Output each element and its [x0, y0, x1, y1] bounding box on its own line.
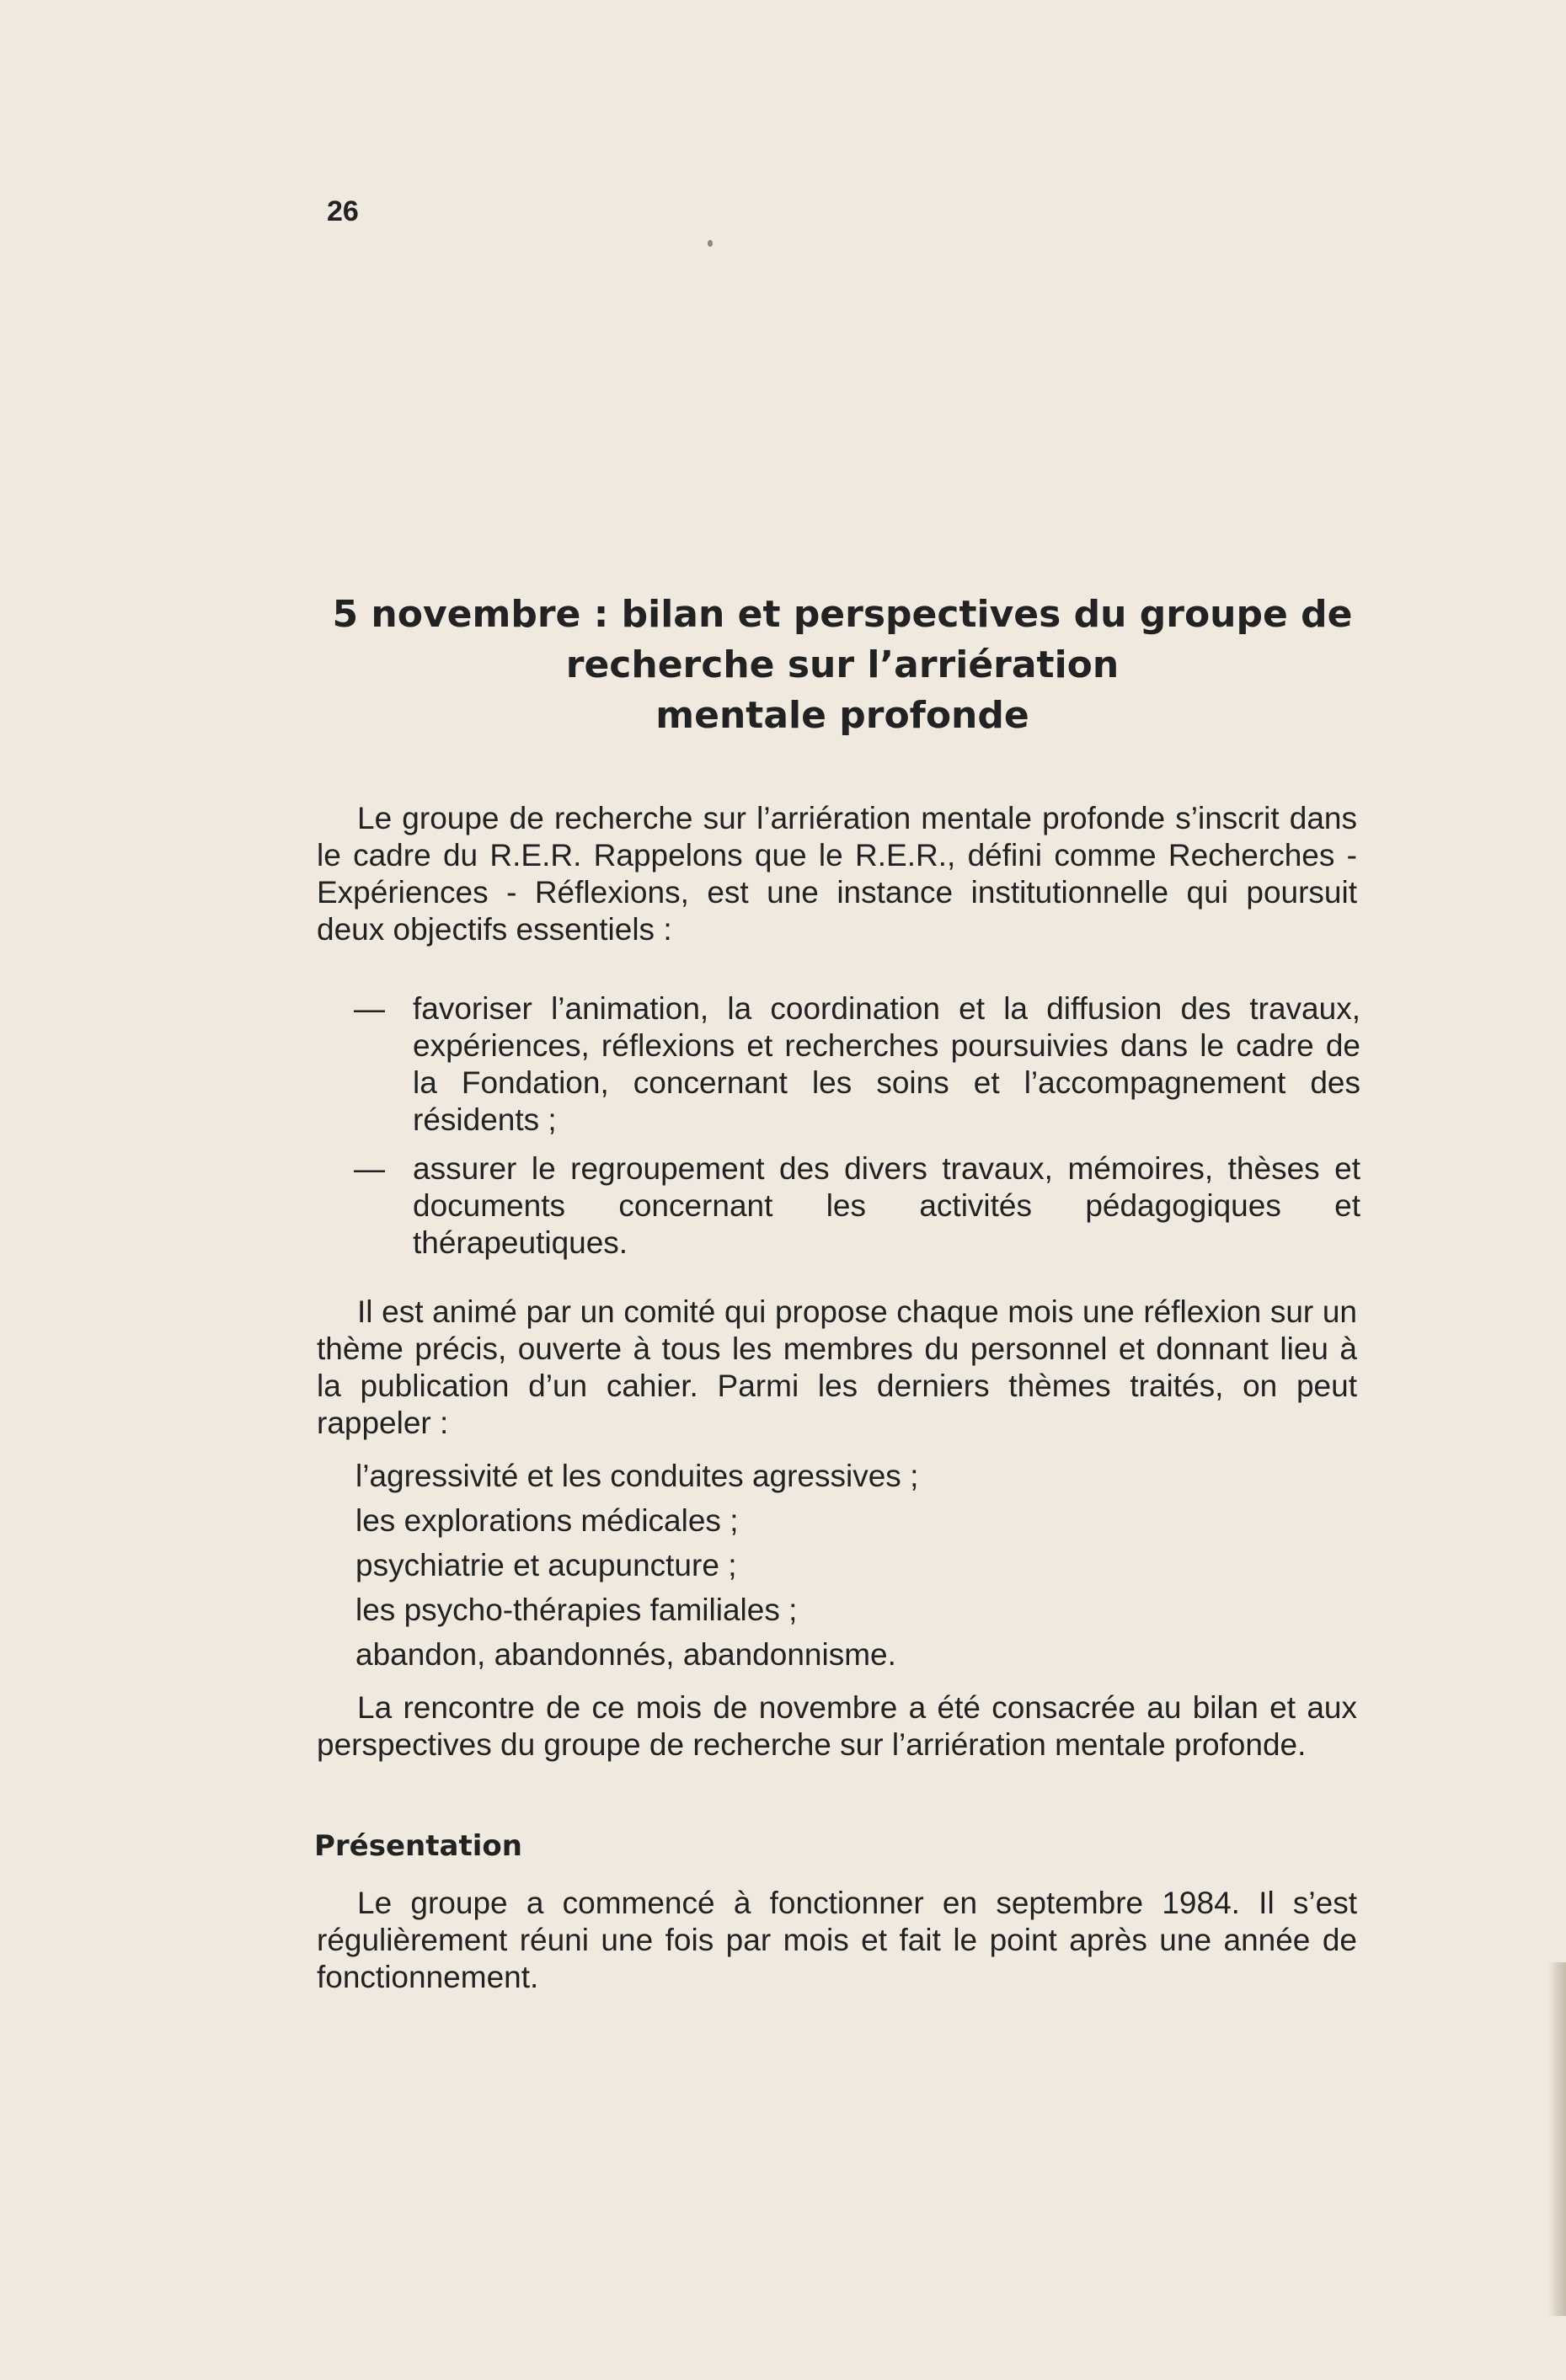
committee-paragraph-block	[317, 1294, 1357, 1442]
committee-paragraph: Il est animé par un comité qui propose chaque mois une réflexion sur un thème précis, ouverte à tous les membres du personnel et donnant lieu à la publication d’un cahier. Parmi les derniers thèmes traités, on peut rappeler :	[317, 1294, 1357, 1440]
meeting-paragraph: La rencontre de ce mois de novembre a été consacrée au bilan et aux perspectives du groupe de recherche sur l’arriération mentale profonde.	[317, 1690, 1357, 1762]
dash-marker: —	[354, 991, 385, 1026]
paper-speck	[708, 240, 713, 247]
dash-marker: —	[354, 1151, 385, 1186]
presentation-paragraph-block	[317, 1885, 1357, 1996]
objective-text: favoriser l’animation, la coordination et la diffusion des travaux, expériences, réflexions et recherches poursuivies dans le cadre de la Fondation, concernant les soins et l’accompagnement des résidents ;	[413, 991, 1360, 1137]
meeting-paragraph-block	[317, 1689, 1357, 1764]
presentation-paragraph: Le groupe a commencé à fonctionner en septembre 1984. Il s’est régulièrement réuni une fois par mois et fait le point après une année de fonctionnement.	[317, 1886, 1357, 1994]
theme-item: abandon, abandonnés, abandonnisme.	[355, 1637, 896, 1672]
section-title	[312, 590, 1373, 741]
page-edge-stain	[1547, 1962, 1566, 2316]
theme-item: l’agressivité et les conduites agressives ;	[355, 1459, 919, 1493]
objectives-list	[354, 990, 1360, 1273]
presentation-heading: Présentation	[314, 1829, 522, 1863]
page-number: 26	[327, 195, 359, 227]
section-title-line-3: mentale profonde	[655, 694, 1029, 737]
objective-text: assurer le regroupement des divers travaux, mémoires, thèses et documents concernant les activités pédagogiques et thérapeutiques.	[413, 1151, 1360, 1260]
objective-item	[354, 1150, 1360, 1262]
theme-item: psychiatrie et acupuncture ;	[355, 1548, 737, 1582]
objective-item	[354, 990, 1360, 1139]
theme-item: les explorations médicales ;	[355, 1503, 739, 1538]
themes-list	[355, 1454, 918, 1677]
section-title-line-2: recherche sur l’arriération	[565, 643, 1120, 686]
intro-paragraph-block	[317, 800, 1357, 948]
intro-paragraph: Le groupe de recherche sur l’arriération mentale profonde s’inscrit dans le cadre du R.E.R. Rappelons que le R.E.R., défini comme Recherches - Expériences - Réflexions, est une instance institutionnelle qui poursuit deux objectifs essentiels :	[317, 801, 1357, 947]
theme-item: les psycho-thérapies familiales ;	[355, 1593, 798, 1627]
section-title-line-1: 5 novembre : bilan et perspectives du groupe de	[332, 593, 1353, 636]
